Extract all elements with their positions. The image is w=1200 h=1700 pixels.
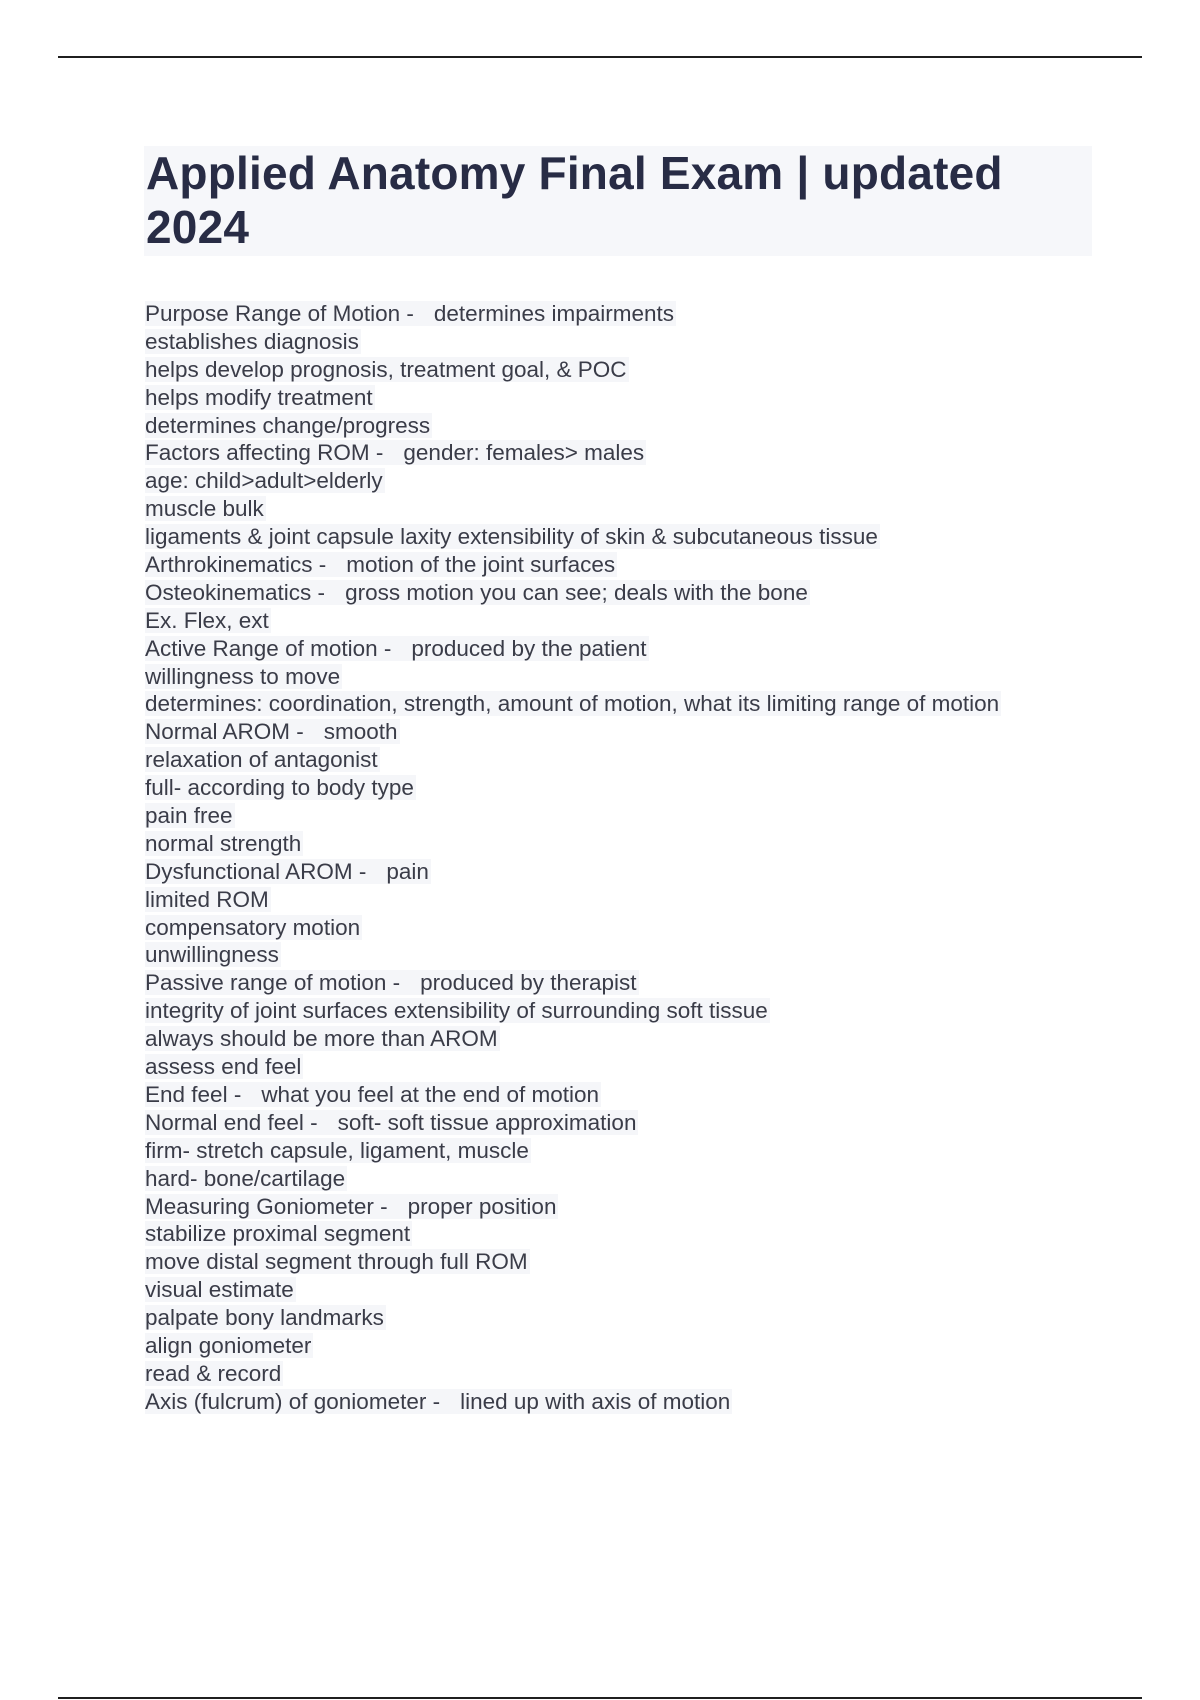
flashcard-term: Arthrokinematics - — [145, 552, 327, 578]
flashcard-term: Factors affecting ROM - — [145, 440, 384, 466]
flashcard-definition: gender: females> males — [403, 440, 645, 466]
flashcard-term: Passive range of motion - — [145, 970, 401, 996]
line-text — [145, 1389, 732, 1414]
line-text: palpate bony landmarks — [145, 1305, 384, 1331]
flashcard-term: Osteokinematics - — [145, 579, 326, 605]
line-text — [145, 580, 810, 605]
line-text: integrity of joint surfaces extensibility of surrounding soft tissue — [145, 998, 768, 1024]
line-text: assess end feel — [145, 1054, 302, 1080]
flashcard-term: Measuring Goniometer - — [145, 1193, 388, 1219]
flashcard-term-line — [145, 300, 1145, 328]
line-text — [145, 1194, 558, 1219]
flashcard-term-line — [145, 551, 1145, 579]
flashcard-detail-line — [145, 384, 1145, 412]
line-text: hard- bone/cartilage — [145, 1165, 346, 1191]
flashcard-detail-line — [145, 1276, 1145, 1304]
line-text: willingness to move — [145, 663, 341, 689]
flashcard-term: Active Range of motion - — [145, 635, 392, 661]
flashcard-definition: proper position — [407, 1193, 557, 1219]
line-text: ligaments & joint capsule laxity extensibility of skin & subcutaneous tissue — [145, 524, 878, 550]
flashcard-term: Normal end feel - — [145, 1109, 318, 1135]
line-text: helps develop prognosis, treatment goal, & POC — [145, 356, 627, 382]
line-text: establishes diagnosis — [145, 328, 359, 354]
flashcard-detail-line — [145, 663, 1145, 691]
flashcard-list — [145, 300, 1145, 1416]
line-text: unwillingness — [145, 942, 279, 968]
flashcard-term: Normal AROM - — [145, 719, 304, 745]
flashcard-definition: determines impairments — [433, 301, 674, 326]
line-text: determines: coordination, strength, amount of motion, what its limiting range of motion — [145, 691, 1000, 717]
line-text: firm- stretch capsule, ligament, muscle — [145, 1137, 529, 1163]
line-text: age: child>adult>elderly — [145, 468, 383, 494]
bottom-rule — [58, 1697, 1142, 1699]
flashcard-term-line — [145, 635, 1145, 663]
flashcard-definition: gross motion you can see; deals with the bone — [345, 579, 808, 605]
flashcard-term-line — [145, 1081, 1145, 1109]
line-text — [145, 440, 646, 465]
line-text: pain free — [145, 803, 233, 829]
line-text — [145, 970, 639, 995]
flashcard-term-line — [145, 439, 1145, 467]
flashcard-definition: produced by the patient — [411, 635, 647, 661]
line-text — [145, 301, 676, 326]
line-text: read & record — [145, 1360, 282, 1386]
flashcard-term: Axis (fulcrum) of goniometer - — [145, 1388, 441, 1414]
flashcard-detail-line — [145, 607, 1145, 635]
line-text: relaxation of antagonist — [145, 747, 378, 773]
line-text: always should be more than AROM — [145, 1026, 498, 1052]
flashcard-definition: motion of the joint surfaces — [346, 552, 616, 578]
line-text: stabilize proximal segment — [145, 1221, 411, 1247]
flashcard-detail-line — [145, 830, 1145, 858]
page-title: Applied Anatomy Final Exam | updated 2024 — [146, 147, 1003, 253]
flashcard-term-line — [145, 1109, 1145, 1137]
flashcard-detail-line — [145, 1332, 1145, 1360]
line-text: limited ROM — [145, 886, 269, 912]
flashcard-detail-line — [145, 1360, 1145, 1388]
flashcard-term: Dysfunctional AROM - — [145, 858, 367, 884]
flashcard-detail-line — [145, 1248, 1145, 1276]
line-text: compensatory motion — [145, 914, 361, 940]
line-text — [145, 859, 431, 884]
flashcard-term-line — [145, 858, 1145, 886]
line-text — [145, 1082, 601, 1107]
line-text: determines change/progress — [145, 412, 431, 438]
flashcard-term-line — [145, 969, 1145, 997]
flashcard-detail-line — [145, 941, 1145, 969]
flashcard-detail-line — [145, 746, 1145, 774]
flashcard-detail-line — [145, 774, 1145, 802]
flashcard-term-line — [145, 1193, 1145, 1221]
line-text — [145, 719, 400, 744]
flashcard-detail-line — [145, 1220, 1145, 1248]
line-text: visual estimate — [145, 1277, 294, 1303]
line-text: move distal segment through full ROM — [145, 1249, 528, 1275]
line-text: helps modify treatment — [145, 384, 373, 410]
flashcard-detail-line — [145, 356, 1145, 384]
flashcard-detail-line — [145, 467, 1145, 495]
flashcard-detail-line — [145, 495, 1145, 523]
flashcard-definition: soft- soft tissue approximation — [337, 1109, 637, 1135]
flashcard-detail-line — [145, 328, 1145, 356]
flashcard-detail-line — [145, 1137, 1145, 1165]
flashcard-term: Purpose Range of Motion - — [145, 301, 414, 326]
title-block — [144, 146, 1092, 256]
flashcard-definition: what you feel at the end of motion — [261, 1081, 600, 1107]
flashcard-detail-line — [145, 1025, 1145, 1053]
line-text — [145, 552, 617, 577]
top-rule — [58, 56, 1142, 58]
flashcard-detail-line — [145, 1304, 1145, 1332]
flashcard-detail-line — [145, 523, 1145, 551]
line-text: normal strength — [145, 830, 302, 856]
flashcard-detail-line — [145, 802, 1145, 830]
flashcard-term: End feel - — [145, 1081, 242, 1107]
line-text — [145, 1110, 638, 1135]
flashcard-definition: smooth — [323, 719, 398, 745]
line-text: full- according to body type — [145, 775, 414, 801]
line-text: muscle bulk — [145, 496, 264, 522]
flashcard-term-line — [145, 1388, 1145, 1416]
flashcard-detail-line — [145, 1165, 1145, 1193]
flashcard-definition: produced by therapist — [420, 970, 637, 996]
flashcard-term-line — [145, 579, 1145, 607]
line-text: Ex. Flex, ext — [145, 607, 269, 633]
flashcard-detail-line — [145, 412, 1145, 440]
flashcard-definition: lined up with axis of motion — [460, 1388, 731, 1414]
flashcard-detail-line — [145, 886, 1145, 914]
flashcard-detail-line — [145, 1053, 1145, 1081]
flashcard-detail-line — [145, 997, 1145, 1025]
flashcard-term-line — [145, 718, 1145, 746]
line-text: align goniometer — [145, 1332, 312, 1358]
flashcard-detail-line — [145, 914, 1145, 942]
line-text — [145, 636, 649, 661]
flashcard-definition: pain — [386, 858, 429, 884]
flashcard-detail-line — [145, 690, 1145, 718]
